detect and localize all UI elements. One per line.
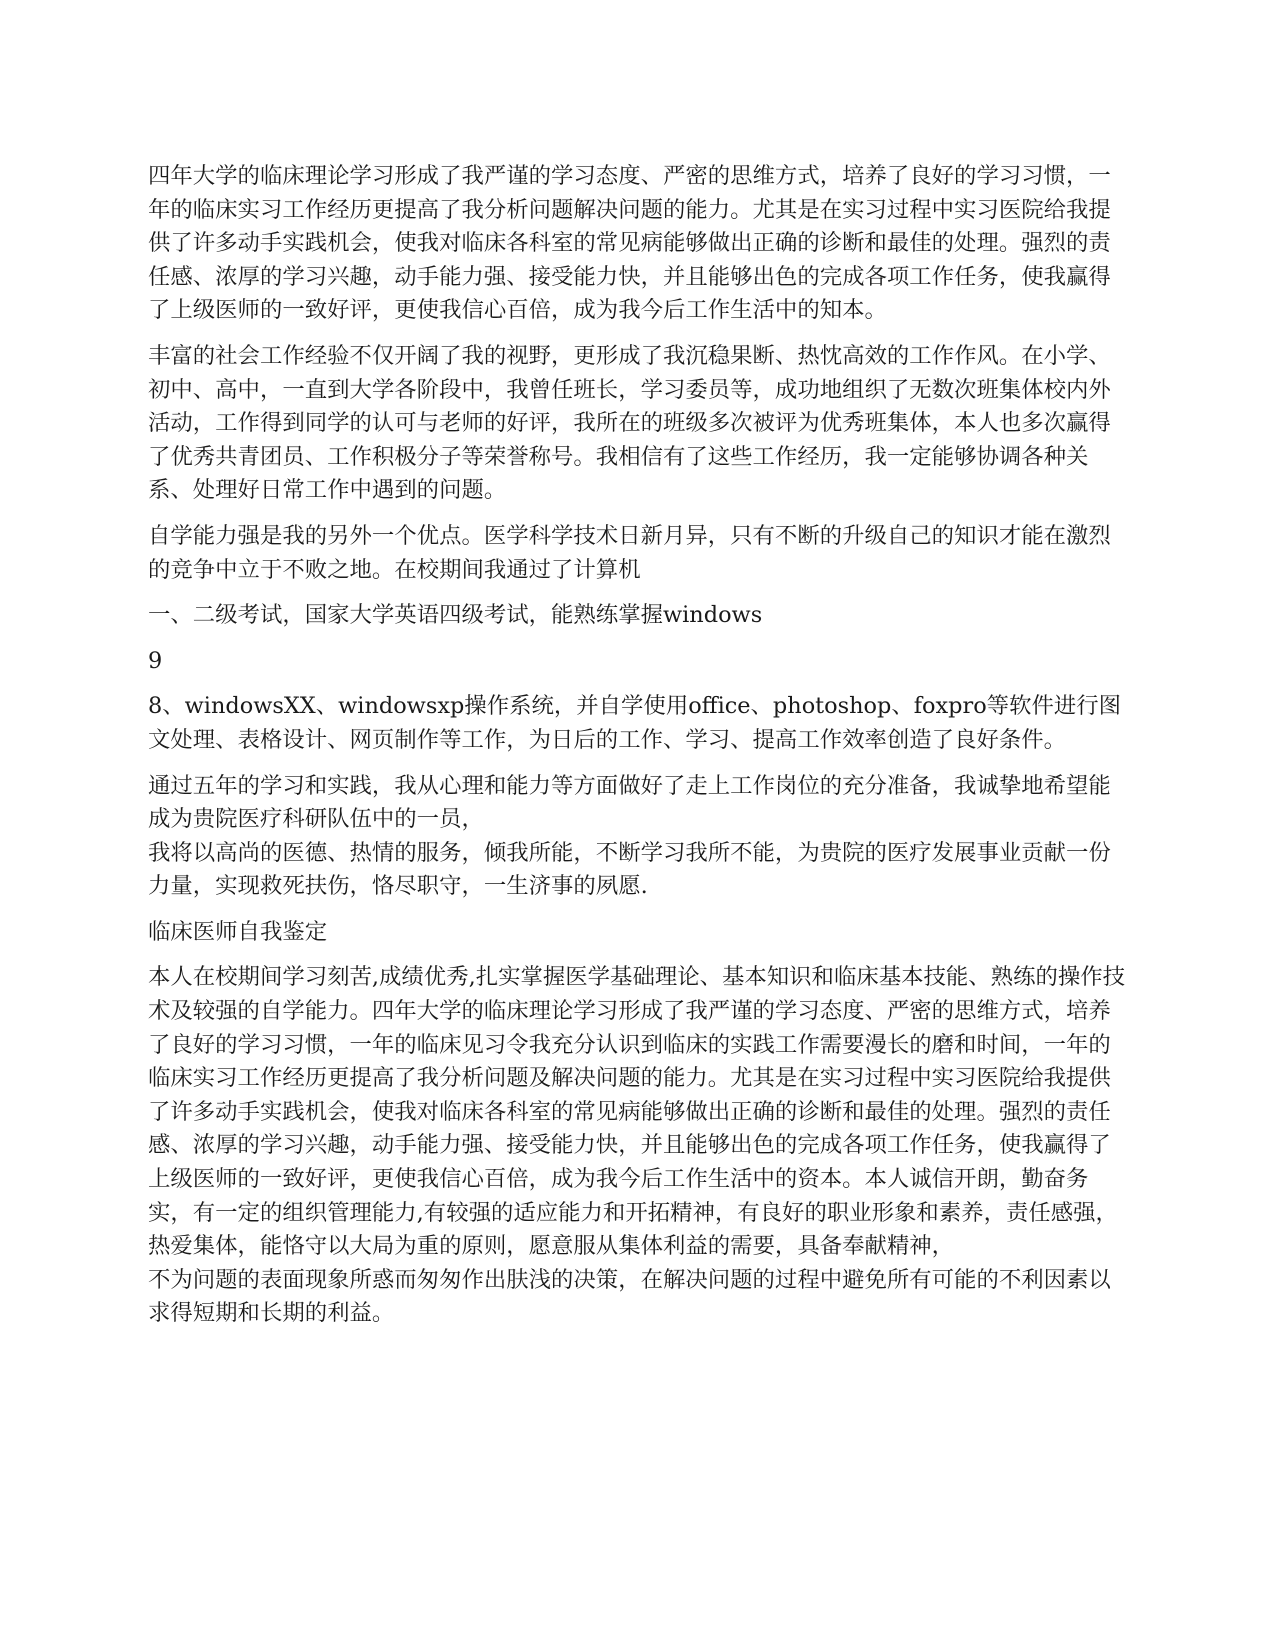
- paragraph-number: 9: [148, 647, 163, 674]
- paragraph-clinical-theory: 四年大学的临床理论学习形成了我严谨的学习态度、严密的思维方式，培养了良好的学习习惯，一年的临床实习工作经历更提高了我分析问题解决问题的能力。尤其是在实习过程中实习医院给我提供了许多动手实践机会，使我对临床各科室的常见病能够做出正确的诊断和最佳的处理。强烈的责任感、浓厚的学习兴趣，动手能力强、接受能力快，并且能够出色的完成各项工作任务，使我赢得了上级医师的一致好评，更使我信心百倍，成为我今后工作生活中的知本。: [148, 163, 1111, 324]
- paragraph-self-study: 自学能力强是我的另外一个优点。医学科学技术日新月异，只有不断的升级自己的知识才能在激烈的竞争中立于不败之地。在校期间我通过了计算机: [148, 522, 1111, 583]
- paragraph-software-skills: 8、windowsXX、windowsxp操作系统，并自学使用office、photoshop、foxpro等软件进行图文处理、表格设计、网页制作等工作，为日后的工作、学习、提高工作效率创造了良好条件。: [148, 693, 1122, 753]
- section-heading-self-assessment: 临床医师自我鉴定: [148, 918, 328, 945]
- paragraph-exams: 一、二级考试，国家大学英语四级考试，能熟练掌握windows: [148, 602, 763, 629]
- document-page: [148, 160, 1128, 1331]
- paragraph-social-experience: 丰富的社会工作经验不仅开阔了我的视野，更形成了我沉稳果断、热忱高效的工作作风。在小学、初中、高中，一直到大学各阶段中，我曾任班长，学习委员等，成功地组织了无数次班集体校内外活动，工作得到同学的认可与老师的好评，我所在的班级多次被评为优秀班集体，本人也多次赢得了优秀共青团员、工作积极分子等荣誉称号。我相信有了这些工作经历，我一定能够协调各种关系、处理好日常工作中遇到的问题。: [148, 342, 1111, 504]
- paragraph-self-assessment: 本人在校期间学习刻苦,成绩优秀,扎实掌握医学基础理论、基本知识和临床基本技能、熟练的操作技术及较强的自学能力。四年大学的临床理论学习形成了我严谨的学习态度、严密的思维方式，培养了良好的学习习惯，一年的临床见习令我充分认识到临床的实践工作需要漫长的磨和时间，一年的临床实习工作经历更提高了我分析问题及解决问题的能力。尤其是在实习过程中实习医院给我提供了许多动手实践机会，使我对临床各科室的常见病能够做出正确的诊断和最佳的处理。强烈的责任感、浓厚的学习兴趣，动手能力强、接受能力快，并且能够出色的完成各项工作任务，使我赢得了上级医师的一致好评，更使我信心百倍，成为我今后工作生活中的资本。本人诚信开朗，勤奋务实，有一定的组织管理能力,有较强的适应能力和开拓精神，有良好的职业形象和素养，责任感强，热爱集体，能恪守以大局为重的原则，愿意服从集体利益的需要，具备奉献精神， 不为问题的表面现象所惑而匆匆作出肤浅的决策，在解决问题的过程中避免所有可能的不利因素以求得短期和长期的利益。: [148, 964, 1126, 1327]
- paragraph-aspiration: 通过五年的学习和实践，我从心理和能力等方面做好了走上工作岗位的充分准备，我诚挚地希望能成为贵院医疗科研队伍中的一员， 我将以高尚的医德、热情的服务，倾我所能，不断学习我所不能，为贵院的医疗发展事业贡献一份力量，实现救死扶伤，恪尽职守，一生济事的夙愿.: [148, 772, 1111, 900]
